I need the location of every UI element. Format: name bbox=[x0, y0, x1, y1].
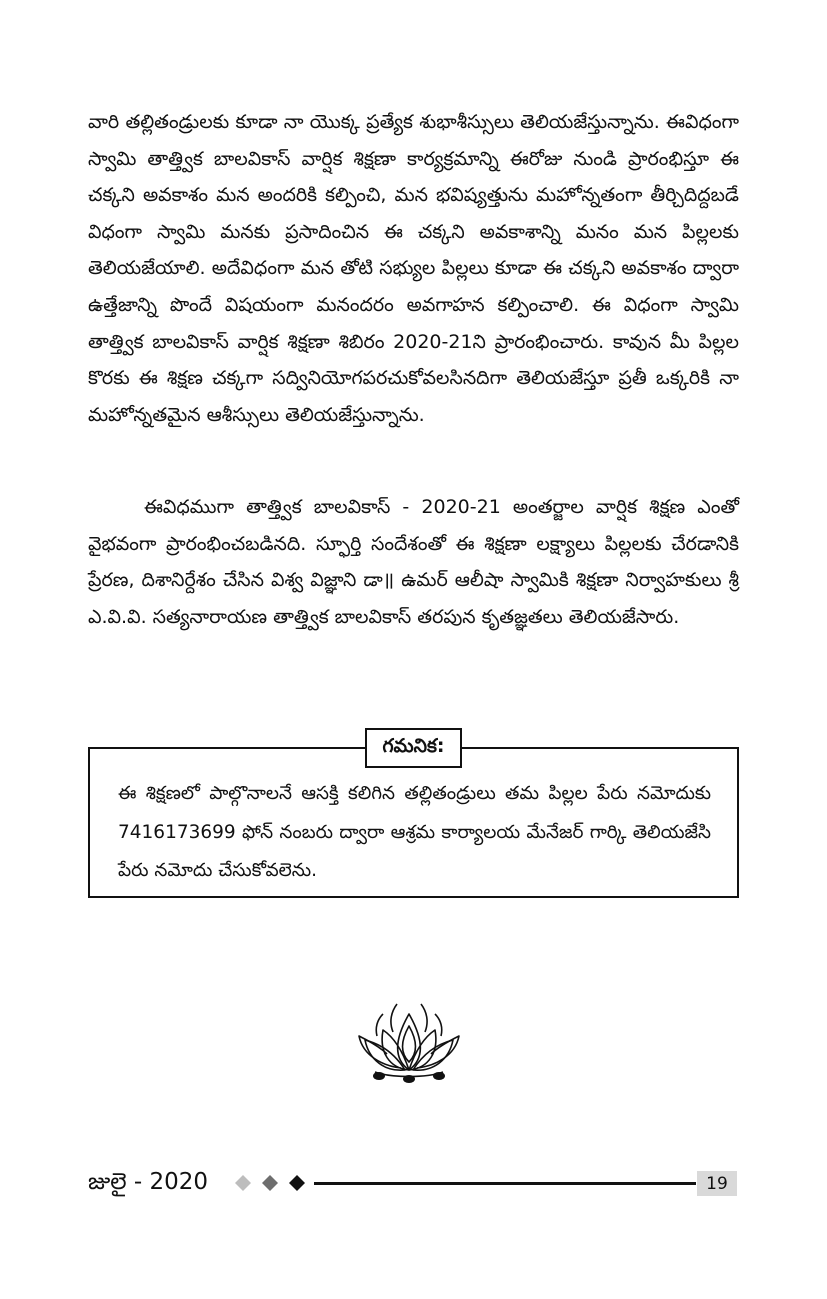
diamond-icon bbox=[235, 1175, 251, 1191]
note-title: గమనిక: bbox=[365, 728, 462, 768]
note-text: ఈ శిక్షణలో పాల్గొనాలనే ఆసక్తి కలిగిన తల్లితండ్రులు తమ పిల్లల పేరు నమోదుకు 7416173699 ఫోన్ నంబరు ద్వారా ఆశ్రమ కార్యాలయ మేనేజర్ గార్కి తెలియజేసి పేరు నమోదు చేసుకోవలెను. bbox=[118, 783, 711, 881]
lotus-icon bbox=[355, 992, 463, 1084]
page-number: 19 bbox=[697, 1171, 737, 1196]
body-paragraph: వారి తల్లితండ్రులకు కూడా నా యొక్క ప్రత్యేక శుభాశీస్సులు తెలియజేస్తున్నాను. ఈవిధంగా స్వామి తాత్త్విక బాలవికాస్ వార్షిక శిక్షణా కార్యక్రమాన్ని ఈరోజు నుండి ప్రారంభిస్తూ ఈ చక్కని అవకాశం మన అందరికి కల్పించి, మన భవిష్యత్తును మహోన్నతంగా తీర్చిదిద్దబడే విధంగా స్వామి మనకు ప్రసాదించిన ఈ చక్కని అవకాశాన్ని మనం మన పిల్లలకు తెలియజేయాలి. అదేవిధంగా మన తోటి సభ్యుల పిల్లలు కూడా ఈ చక్కని అవకాశం ద్వారా ఉత్తేజాన్ని పొందే విషయంగా మనందరం అవగాహన కల్పించాలి. ఈ విధంగా స్వామి తాత్త్విక బాలవికాస్ వార్షిక శిక్షణా శిబిరం 2020-21ని ప్రారంభించారు. కావున మీ పిల్లల కొరకు ఈ శిక్షణ చక్కగా సద్వినియోగపరచుకోవలసినదిగా తెలియజేస్తూ ప్రతీ ఒక్కరికి నా మహోన్నతమైన ఆశీస్సులు తెలియజేస్తున్నాను. bbox=[88, 111, 739, 426]
body-paragraph: ఈవిధముగా తాత్త్విక బాలవికాస్ - 2020-21 అంతర్జాల వార్షిక శిక్షణ ఎంతో వైభవంగా ప్రారంభించబడినది. స్ఫూర్తి సందేశంతో ఈ శిక్షణా లక్ష్యాలు పిల్లలకు చేరడానికి ప్రేరణ, దిశానిర్దేశం చేసిన విశ్వ విజ్ఞాని డా॥ ఉమర్ ఆలీషా స్వామికి శిక్షణా నిర్వాహకులు శ్రీ ఎ.వి.వి. సత్యనారాయణ తాత్త్విక బాలవికాస్ తరపున కృతజ్ఞతలు తెలియజేసారు. bbox=[88, 496, 739, 628]
footer-rule bbox=[314, 1182, 696, 1185]
note-box bbox=[88, 747, 739, 898]
diamond-icon bbox=[289, 1175, 305, 1191]
footer-month: జులై - 2020 bbox=[88, 1169, 209, 1195]
diamond-ornaments bbox=[235, 1173, 315, 1193]
diamond-icon bbox=[262, 1175, 278, 1191]
